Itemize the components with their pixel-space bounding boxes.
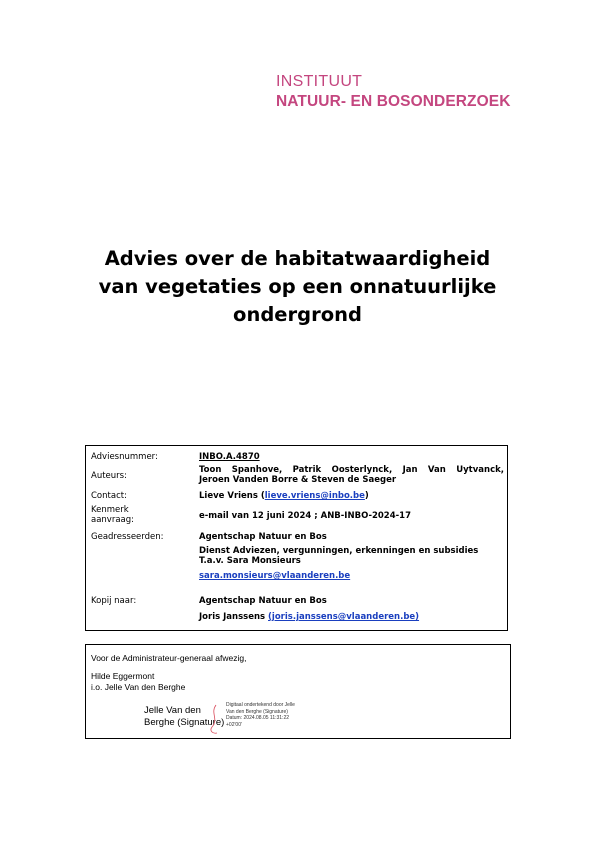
kopij-line-1: Agentschap Natuur en Bos bbox=[199, 596, 327, 606]
adviesnummer-label: Adviesnummer: bbox=[91, 452, 158, 462]
kopij-name: Joris Janssens bbox=[199, 612, 269, 622]
contact-close: ) bbox=[364, 491, 369, 501]
geadresseerden-line-2: Dienst Adviezen, vergunningen, erkenningen en subsidies bbox=[199, 546, 479, 556]
logo-line-institute: INSTITUUT bbox=[276, 73, 363, 90]
kenmerk-label-2: aanvraag: bbox=[91, 515, 135, 525]
signature-box bbox=[85, 644, 511, 739]
contact-label: Contact: bbox=[91, 491, 127, 501]
contact-value bbox=[199, 491, 504, 501]
contact-email-link[interactable]: lieve.vriens@inbo.be bbox=[264, 491, 365, 501]
signature-scribble-icon bbox=[204, 703, 226, 737]
digital-line-4: +02'00' bbox=[226, 721, 242, 728]
kopij-value bbox=[199, 596, 504, 622]
geadresseerden-label: Geadresseerden: bbox=[91, 532, 164, 542]
signatory-name: Hilde Eggermont bbox=[91, 671, 155, 681]
digital-line-3: Datum: 2024.08.05 11:31:22 bbox=[226, 715, 290, 721]
on-behalf-of: i.o. Jelle Van den Berghe bbox=[91, 682, 186, 692]
document-title bbox=[60, 245, 535, 329]
kenmerk-value: e-mail van 12 juni 2024 ; ANB-INBO-2024-17 bbox=[199, 511, 411, 521]
title-line-3: ondergrond bbox=[233, 303, 362, 326]
sig-name-line-2: Berghe (Signature) bbox=[144, 717, 225, 728]
kopij-label: Kopij naar: bbox=[91, 596, 137, 606]
geadresseerden-email-link[interactable]: sara.monsieurs@vlaanderen.be bbox=[199, 571, 351, 581]
kenmerk-label bbox=[91, 505, 134, 525]
contact-name: Lieve Vriens ( bbox=[199, 491, 265, 501]
advice-metadata-box bbox=[85, 445, 508, 631]
digital-line-2: Van den Berghe (Signature) bbox=[226, 708, 288, 715]
auteurs-value bbox=[199, 465, 504, 485]
signature-intro: Voor de Administrateur-generaal afwezig, bbox=[91, 653, 247, 663]
geadresseerden-line-1: Agentschap Natuur en Bos bbox=[199, 532, 327, 542]
title-line-2: van vegetaties op een onnatuurlijke bbox=[98, 275, 497, 298]
kenmerk-label-1: Kenmerk bbox=[91, 505, 129, 515]
title-line-1: Advies over de habitatwaardigheid bbox=[104, 247, 491, 270]
auteurs-label: Auteurs: bbox=[91, 471, 127, 481]
auteurs-line-1: Toon Spanhove, Patrik Oosterlynck, Jan Van Uytvanck, bbox=[199, 465, 504, 475]
geadresseerden-line-3: T.a.v. Sara Monsieurs bbox=[199, 556, 301, 566]
geadresseerden-value bbox=[199, 532, 504, 581]
logo-line-name: NATUUR- EN BOSONDERZOEK bbox=[276, 93, 511, 110]
sig-name-line-1: Jelle Van den bbox=[144, 705, 201, 716]
digital-line-1: Digitaal ondertekend door Jelle bbox=[226, 702, 295, 708]
digital-signature-details bbox=[226, 702, 295, 728]
adviesnummer-value: INBO.A.4870 bbox=[199, 452, 260, 462]
inbo-logo bbox=[276, 74, 511, 110]
kopij-email-link[interactable]: (joris.janssens@vlaanderen.be) bbox=[268, 612, 420, 622]
auteurs-line-2: Jeroen Vanden Borre & Steven de Saeger bbox=[199, 475, 397, 485]
